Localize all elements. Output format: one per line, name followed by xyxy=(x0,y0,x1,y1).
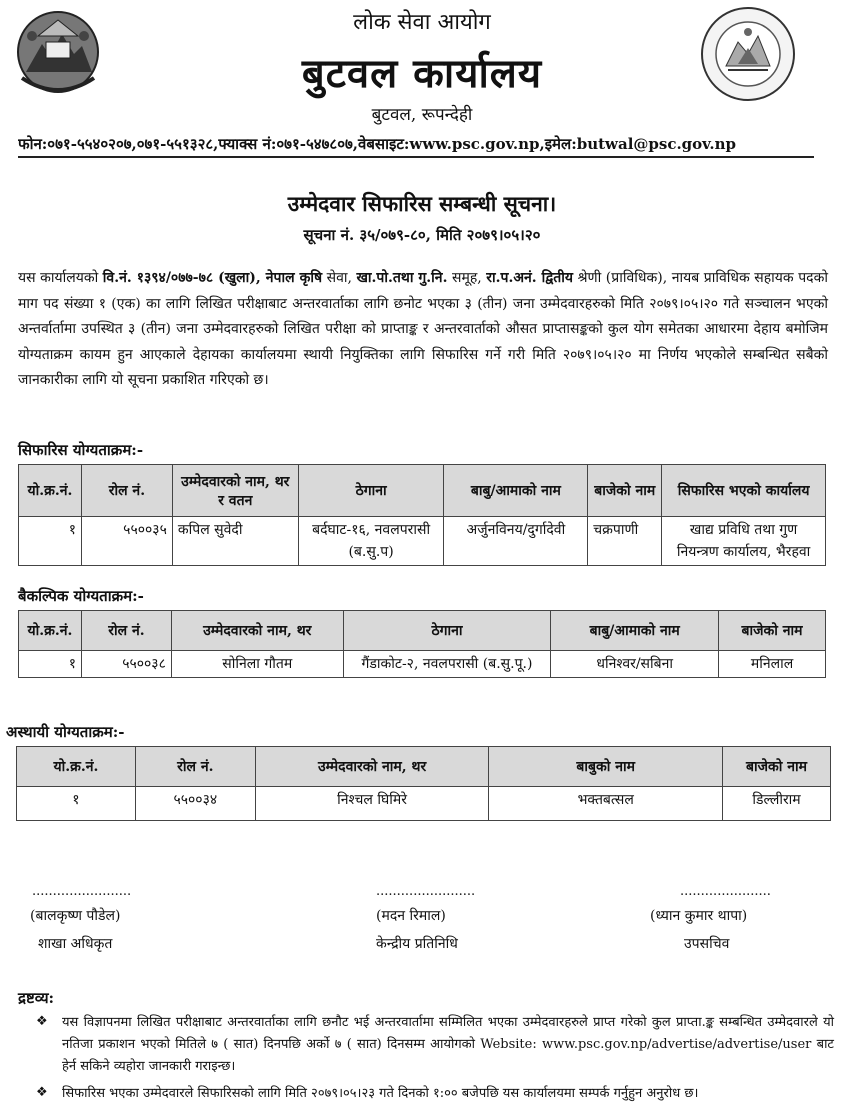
table-cell: ५५००३४ xyxy=(135,787,255,821)
temporary-table xyxy=(16,746,831,821)
col-header: ठेगाना xyxy=(343,611,551,651)
table-cell: खाद्य प्रविधि तथा गुण नियन्त्रण कार्यालय, भैरहवा xyxy=(662,517,826,566)
office-city: बुटवल, रूपन्देही xyxy=(371,105,473,125)
table-header-row xyxy=(19,611,826,651)
col-header: उम्मेदवारको नाम, थर xyxy=(255,747,489,787)
note-item: सिफारिस भएका उम्मेदवारले सिफारिसको लागि मिति २०७९।०५।२३ गते दिनको १:०० बजेपछि यस कार्यालयमा सम्पर्क गर्नुहुन अनुरोध छ। xyxy=(62,1086,699,1101)
recommended-heading: सिफारिस योग्यताक्रम:- xyxy=(18,441,144,459)
col-header: रोल नं. xyxy=(81,465,172,517)
signatory-title: उपसचिव xyxy=(684,936,730,952)
recommended-table xyxy=(18,464,826,566)
table-cell: ५५००३५ xyxy=(81,517,172,566)
signature-line: ........................ xyxy=(32,884,132,899)
table-row xyxy=(19,651,826,678)
table-cell: निश्चल घिमिरे xyxy=(255,787,489,821)
col-header: बाबु/आमाको नाम xyxy=(551,611,719,651)
alternative-heading: बैकल्पिक योग्यताक्रम:- xyxy=(18,587,144,605)
col-header: यो.क्र.नं. xyxy=(19,611,82,651)
table-row xyxy=(17,787,831,821)
org-name: लोक सेवा आयोग xyxy=(353,10,491,35)
table-cell: भक्तबत्सल xyxy=(489,787,723,821)
office-name: बुटवल कार्यालय xyxy=(301,50,543,97)
col-header: रोल नं. xyxy=(81,611,171,651)
signatory-name: (ध्यान कुमार थापा) xyxy=(650,908,748,924)
table-cell: सोनिला गौतम xyxy=(171,651,343,678)
bullet-icon: ❖ xyxy=(36,1014,48,1029)
signatory-title: शाखा अधिकृत xyxy=(38,936,113,952)
col-header: बाबु/आमाको नाम xyxy=(444,465,588,517)
table-header-row xyxy=(17,747,831,787)
table-cell: अर्जुनविनय/दुर्गादेवी xyxy=(444,517,588,566)
table-row xyxy=(19,517,826,566)
col-header: उम्मेदवारको नाम, थर र वतन xyxy=(172,465,298,517)
col-header: सिफारिस भएको कार्यालय xyxy=(662,465,826,517)
col-header: बाजेको नाम xyxy=(588,465,662,517)
col-header: यो.क्र.नं. xyxy=(19,465,82,517)
table-cell: धनिश्वर/सबिना xyxy=(551,651,719,678)
col-header: बाबुको नाम xyxy=(489,747,723,787)
col-header: बाजेको नाम xyxy=(723,747,831,787)
table-cell: बर्दघाट-१६, नवलपरासी (ब.सु.प) xyxy=(298,517,444,566)
table-cell: ५५००३८ xyxy=(81,651,171,678)
signatory-title: केन्द्रीय प्रतिनिधि xyxy=(376,936,458,952)
bullet-icon: ❖ xyxy=(36,1085,48,1100)
notes-heading: द्रष्टव्य: xyxy=(18,989,55,1007)
table-cell: डिल्लीराम xyxy=(723,787,831,821)
table-cell: कपिल सुवेदी xyxy=(172,517,298,566)
table-cell: १ xyxy=(19,651,82,678)
col-header: बाजेको नाम xyxy=(719,611,826,651)
header-divider xyxy=(18,156,814,158)
contact-line: फोन:०७१-५५४०२०७,०७१-५५१३२८,फ्याक्स नं:०७१-५४७८०७,वेबसाइट:www.psc.gov.np,इमेल:butwal@psc.gov.np xyxy=(18,135,736,153)
col-header: ठेगाना xyxy=(298,465,444,517)
signature-line: ........................ xyxy=(376,884,476,899)
table-cell: गैंडाकोट-२, नवलपरासी (ब.सु.पू.) xyxy=(343,651,551,678)
notice-title: उम्मेदवार सिफारिस सम्बन्धी सूचना। xyxy=(287,191,557,216)
col-header: यो.क्र.नं. xyxy=(17,747,136,787)
signature-line: ...................... xyxy=(680,884,771,899)
col-header: उम्मेदवारको नाम, थर xyxy=(171,611,343,651)
table-cell: १ xyxy=(17,787,136,821)
table-cell: १ xyxy=(19,517,82,566)
temporary-heading: अस्थायी योग्यताक्रम:- xyxy=(6,723,125,741)
note-item: यस विज्ञापनमा लिखित परीक्षाबाट अन्तरवार्ताका लागि छनौट भई अन्तरवार्तामा सम्मिलित भएका उम्मेदवारहरुले प्राप्त गरेको कुल प्राप्ता.ङ्क सम्बन्धित उम्मेदवारले यो नतिजा प्रकाशन भएको मितिले ७ ( सात) दिनपछि अर्को ७ ( सात) दिनसम्म आयोगको Website: www.psc.gov.np/advertise/advertise/user बाट हेर्न सकिने व्यहोरा जानकारी गराइन्छ। xyxy=(62,1015,834,1074)
table-cell: मनिलाल xyxy=(719,651,826,678)
signatory-name: (बालकृष्ण पौडेल) xyxy=(30,908,121,924)
table-cell: चक्रपाणी xyxy=(588,517,662,566)
alternative-table xyxy=(18,610,826,678)
col-header: रोल नं. xyxy=(135,747,255,787)
notice-number: सूचना नं. ३५/०७९-८०, मिति २०७९।०५।२० xyxy=(303,226,541,244)
table-header-row xyxy=(19,465,826,517)
signatory-name: (मदन रिमाल) xyxy=(376,908,446,924)
notice-paragraph: यस कार्यालयको वि.नं. १३९४/०७७-७८ (खुला), नेपाल कृषि सेवा, खा.पो.तथा गु.नि. समूह, रा.प.अनं. द्वितीय श्रेणी (प्राविधिक), नायब प्राविधिक सहायक पदको माग पद संख्या १ (एक) का लागि लिखित परीक्षाबाट अन्तरवार्ताका लागि छनोट भएका ३ (तीन) जना उम्मेदवारहरुको मिति २०७९।०५।२० गते सञ्चालन भएको अन्तर्वार्तामा उपस्थित ३ (तीन) जना उम्मेदवारहरुको लिखित परीक्षा को प्राप्ताङ्क र अन्तरवार्ताको औसत प्राप्तासङ्कको कुल योग समेतका आधारमा देहाय बमोजिम योग्यताक्रम कायम हुन आएकाले देहायका कार्यालयमा स्थायी नियुक्तिका लागि सिफारिस गर्ने गरी मिति २०७९।०५।२० मा निर्णय भएकोले सम्बन्धित सबैको जानकारीका लागि यो सूचना प्रकाशित गरिएको छ। xyxy=(18,270,828,389)
